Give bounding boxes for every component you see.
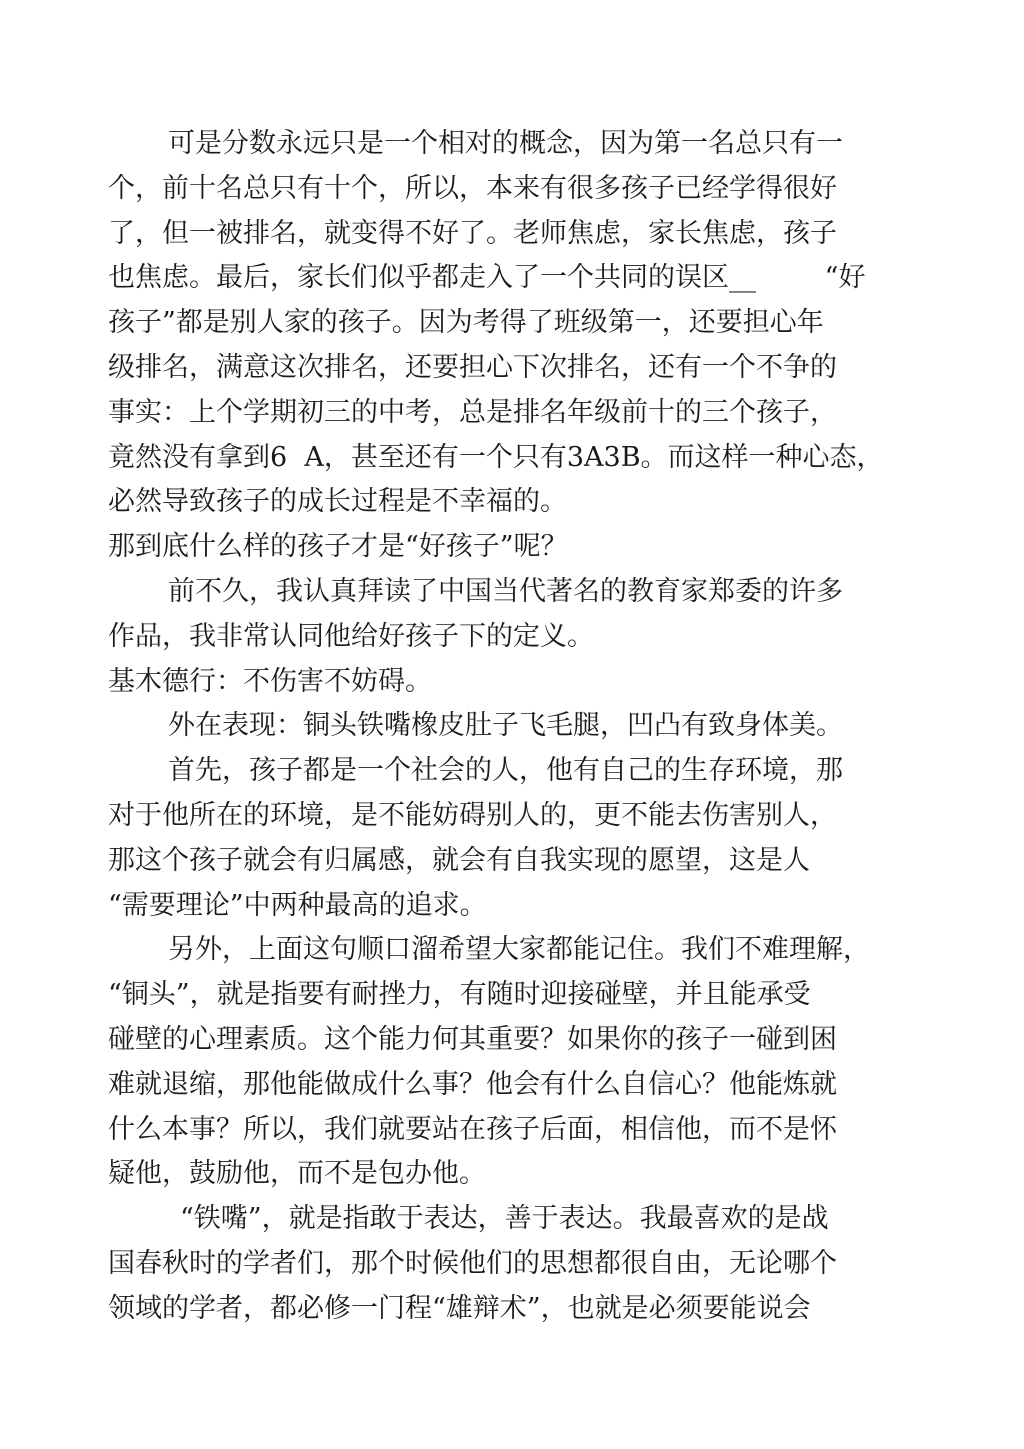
text-line: 可是分数永远只是一个相对的概念，因为第一名总只有一 xyxy=(168,128,843,159)
text-line: 事实：上个学期初三的中考，总是排名年级前十的三个孩子， xyxy=(108,396,837,428)
text-line: 对于他所在的环境，是不能妨碍别人的，更不能去伤害别人， xyxy=(108,799,837,831)
text-line: “铜头”，就是指要有耐挫力，有随时迎接碰壁，并且能承受 xyxy=(108,979,811,1011)
text-line: 了，但一被排名，就变得不好了。老师焦虑，家长焦虑，孩子 xyxy=(108,217,837,249)
text-line: 那到底什么样的孩子才是“好孩子”呢？ xyxy=(108,531,568,563)
text-line: 另外，上面这句顺口溜希望大家都能记住。我们不难理解， xyxy=(168,934,870,966)
text-line: 个，前十名总只有十个，所以，本来有很多孩子已经学得很好 xyxy=(108,172,837,204)
text-line: 国春秋时的学者们，那个时候他们的思想都很自由，无论哪个 xyxy=(108,1247,837,1279)
text-line: 基木德行：不伤害不妨碍。 xyxy=(108,665,432,697)
text-line: 那这个孩子就会有归属感，就会有自我实现的愿望，这是人 xyxy=(108,844,810,876)
text-line: 也焦虑。最后，家长们似乎都走入了一个共同的误区__ “好 xyxy=(108,262,866,294)
text-line: 首先，孩子都是一个社会的人，他有自己的生存环境，那 xyxy=(168,755,843,787)
text-line: 孩子”都是别人家的孩子。因为考得了班级第一，还要担心年 xyxy=(108,307,824,339)
text-line: 必然导致孩子的成长过程是不幸福的。 xyxy=(108,486,567,518)
text-line: “铁嘴”，就是指敢于表达，善于表达。我最喜欢的是战 xyxy=(180,1203,829,1235)
text-line: 碰壁的心理素质。这个能力何其重要？如果你的孩子一碰到困 xyxy=(108,1023,837,1055)
text-line: 级排名，满意这次排名，还要担心下次排名，还有一个不争的 xyxy=(108,351,837,383)
text-line: 外在表现：铜头铁嘴橡皮肚子飞毛腿，凹凸有致身体美。 xyxy=(168,710,843,742)
text-line: 前不久，我认真拜读了中国当代著名的教育家郑委的许多 xyxy=(168,575,843,607)
body-text xyxy=(108,122,938,1332)
text-line: 难就退缩，那他能做成什么事？他会有什么自信心？他能炼就 xyxy=(108,1068,837,1100)
text-line: 领域的学者，都必修一门程“雄辩术”，也就是必须要能说会 xyxy=(108,1292,811,1324)
text-line: 竟然没有拿到6 A，甚至还有一个只有3A3B。而这样一种心态， xyxy=(108,441,884,473)
text-line: “需要理论”中两种最高的追求。 xyxy=(108,889,487,921)
text-line: 疑他，鼓励他，而不是包办他。 xyxy=(108,1158,486,1190)
text-line: 作品，我非常认同他给好孩子下的定义。 xyxy=(108,620,594,652)
text-line: 什么本事？所以，我们就要站在孩子后面，相信他，而不是怀 xyxy=(108,1113,837,1145)
